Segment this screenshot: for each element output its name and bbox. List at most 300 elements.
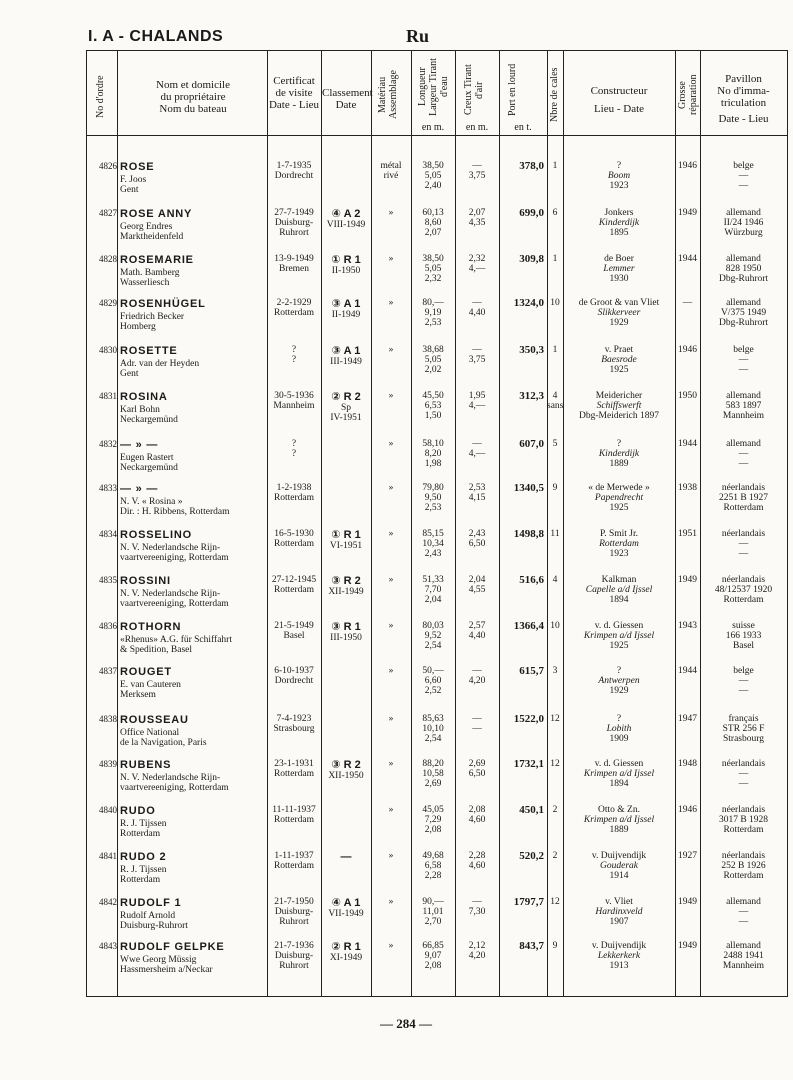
rows.8.pav-line: — [738, 539, 749, 549]
rows.13.pav-line: néerlandais [721, 759, 766, 769]
rows.2.dim-line: 5,05 [424, 264, 442, 274]
constructeur-line: Capelle a/d Ijssel [585, 585, 653, 595]
creux-cell [455, 714, 499, 734]
materiau-cell [371, 714, 411, 724]
rows.10.owner-line: «Rhenus» A.G. für Schiffahrt [120, 635, 232, 645]
pavillon-cell [700, 208, 787, 238]
constructeur-line: v. Praet [604, 345, 634, 355]
classement-cell [321, 298, 371, 320]
rows.17.pav-line: Mannheim [722, 961, 765, 971]
constructeur-line: ? [616, 666, 622, 676]
col-certificat: Certificat de visite Date - Lieu [268, 75, 320, 111]
rows.16.owner-line: Rudolf Arnold [120, 911, 176, 921]
rows.16.creux-line: 7,30 [468, 907, 486, 917]
vessel-name: ROUGET [120, 666, 172, 678]
section-title: I. A - CHALANDS [88, 28, 224, 45]
certificat-cell [267, 345, 321, 365]
rows.13.cert-line: 23-1-1931 [274, 759, 314, 769]
rows.8.creux-line: 6,50 [468, 539, 486, 549]
constructeur-cell [563, 439, 675, 469]
certificat-cell [267, 439, 321, 459]
materiau-cell [371, 345, 411, 355]
vessel-owner-cell [120, 666, 270, 700]
materiau-cell [371, 483, 411, 493]
creux-cell [455, 483, 499, 503]
rows.0.owner-line: Gent [120, 185, 139, 195]
rows.9.pav-line: 48/12537 1920 [714, 585, 773, 595]
rows.14.mat-line: » [388, 805, 394, 815]
rows.7.dim-line: 79,80 [422, 483, 444, 493]
rows.7.dim-line: 2,53 [424, 503, 442, 513]
cales-cell: 1 [552, 345, 558, 355]
rows.7.pav-line: 2251 B 1927 [718, 493, 769, 503]
classement-line: ② R 1 [331, 941, 361, 953]
classement-line: ④ A 2 [331, 208, 361, 220]
rows.15.pav-line: Rotterdam [723, 871, 764, 881]
rows.9.dim-line: 2,04 [424, 595, 442, 605]
col-port: Port en lourd [507, 63, 518, 117]
constructeur-cell [563, 941, 675, 971]
grosse-reparation-cell: 1927 [678, 851, 697, 861]
rows.1.dim-line: 2,07 [424, 228, 442, 238]
rows.2.cert-line: Bremen [278, 264, 310, 274]
rows.9.pav-line: néerlandais [721, 575, 766, 585]
certificat-cell [267, 666, 321, 686]
port-cell: 1366,4 [513, 620, 544, 632]
vessel-owner-cell [120, 941, 270, 975]
constructeur-line: 1923 [609, 549, 629, 559]
vessel-name: ROUSSEAU [120, 714, 189, 726]
rows.0.dim-line: 38,50 [422, 161, 444, 171]
page-number: — 284 — [380, 1016, 432, 1031]
ordre-number: 4832 [99, 439, 117, 449]
rows.1.pav-line: allemand [726, 208, 761, 218]
classement-cell [321, 621, 371, 643]
rows.6.dim-line: 1,98 [424, 459, 442, 469]
port-cell: 843,7 [519, 940, 544, 952]
constructeur-line: 1894 [609, 595, 629, 605]
ordre-number: 4833 [99, 483, 117, 493]
cales-cell: 9 [552, 941, 558, 951]
port-cell: 516,6 [519, 574, 544, 586]
rows.10.cert-line: 21-5-1949 [274, 621, 314, 631]
dimensions-cell [411, 805, 455, 835]
rows.13.pav-line: — [738, 779, 749, 789]
grosse-reparation-cell: 1950 [678, 391, 697, 401]
vessel-owner-cell [120, 161, 270, 195]
rows.1.pav-line: Würzburg [724, 228, 763, 238]
constructeur-cell [563, 161, 675, 191]
certificat-cell [267, 529, 321, 549]
rows.8.dim-line: 10,34 [422, 539, 444, 549]
pavillon-cell [700, 391, 787, 421]
cales-cell: 12 [550, 759, 560, 769]
rows.14.pav-line: 3017 B 1928 [718, 815, 769, 825]
cales-cell: 4 [552, 575, 558, 585]
rows.10.dim-line: 9,52 [424, 631, 442, 641]
materiau-cell [371, 439, 411, 449]
certificat-cell [267, 941, 321, 971]
constructeur-line: Kinderdijk [598, 449, 640, 459]
rows.16.creux-line: — [472, 897, 482, 907]
rows.6.pav-line: allemand [726, 439, 761, 449]
rows.1.creux-line: 2,07 [468, 208, 486, 218]
rows.7.owner-line: Dir. : H. Ribbens, Rotterdam [120, 507, 230, 517]
rows.13.owner-line: vaartvereeniging, Rotterdam [120, 783, 229, 793]
rows.5.creux-line: 1,95 [468, 391, 486, 401]
vessel-name: ROSINA [120, 391, 168, 403]
rows.17.cert-line: Ruhrort [279, 961, 309, 971]
constructeur-line: Krimpen a/d Ijssel [583, 631, 655, 641]
classement-cell [321, 941, 371, 963]
certificat-cell [267, 483, 321, 503]
classement-cell [321, 529, 371, 551]
rows.4.cert-line: ? [291, 355, 297, 365]
rows.5.owner-line: Neckargemünd [120, 415, 178, 425]
dimensions-cell [411, 298, 455, 328]
rows.2.creux-line: 2,32 [468, 254, 486, 264]
creux-cell [455, 391, 499, 411]
rows.0.cert-line: Dordrecht [274, 171, 314, 181]
rows.14.owner-line: R. J. Tijssen [120, 819, 167, 829]
vessel-owner-cell [120, 208, 270, 242]
cales-cell: 12 [550, 897, 560, 907]
grosse-reparation-cell: 1946 [678, 805, 697, 815]
grosse-reparation-cell: — [682, 298, 693, 308]
dimensions-cell [411, 161, 455, 191]
cales-cell: 10 [550, 621, 560, 631]
unit-dimensions: en m. [421, 122, 445, 133]
rows.16.pav-line: — [738, 907, 749, 917]
vessel-name: ROSSINI [120, 575, 171, 587]
col-no-ordre: No d'ordre [95, 75, 106, 119]
rows.9.cert-line: Rotterdam [273, 585, 315, 595]
rows.12.owner-line: de la Navigation, Paris [120, 738, 207, 748]
rows.3.mat-line: » [388, 298, 394, 308]
rows.9.owner-line: N. V. Nederlandsche Rijn- [120, 589, 221, 599]
dimensions-cell [411, 575, 455, 605]
rows.4.pav-line: belge [733, 345, 754, 355]
rows.7.creux-line: 4,15 [468, 493, 486, 503]
cales-cell: 11 [550, 529, 560, 539]
rows.1.owner-line: Georg Endres [120, 222, 173, 232]
col-cales: Nbre de cales [549, 67, 560, 123]
constructeur-line: Baesrode [601, 355, 637, 365]
vessel-owner-cell [120, 897, 270, 931]
rows.1.cert-line: Duisburg- [274, 218, 314, 228]
rows.9.dim-line: 7,70 [424, 585, 442, 595]
rows.2.owner-line: Wasserliesch [120, 278, 170, 288]
rows.9.cert-line: 27-12-1945 [271, 575, 317, 585]
port-cell: 615,7 [519, 665, 544, 677]
rows.6.pav-line: — [738, 449, 749, 459]
cales-cell: 2 [552, 805, 558, 815]
rows.11.creux-line: — [472, 666, 482, 676]
creux-cell [455, 851, 499, 871]
certificat-cell [267, 759, 321, 779]
vessel-owner-cell [120, 345, 270, 379]
vessel-owner-cell [120, 439, 270, 473]
rows.4.dim-line: 5,05 [424, 355, 442, 365]
vessel-owner-cell [120, 298, 270, 332]
rows.13.owner-line: N. V. Nederlandsche Rijn- [120, 773, 221, 783]
grosse-reparation-cell: 1951 [678, 529, 697, 539]
materiau-cell [371, 161, 411, 181]
rows.6.pav-line: — [738, 459, 749, 469]
ordre-number: 4827 [99, 208, 117, 218]
constructeur-line: v. Vliet [605, 897, 633, 907]
constructeur-line: 1923 [609, 181, 629, 191]
pavillon-cell [700, 621, 787, 651]
col-pavillon: Pavillon No d'imma- triculation Date - Lieu [717, 73, 770, 125]
vessel-owner-cell [120, 759, 270, 793]
rows.15.creux-line: 4,60 [468, 861, 486, 871]
constructeur-cell [563, 529, 675, 559]
classement-line: XII-1950 [328, 771, 364, 781]
classement-line: VII-1949 [328, 909, 364, 919]
rows.16.dim-line: 2,70 [424, 917, 442, 927]
materiau-cell [371, 897, 411, 907]
rows.13.dim-line: 2,69 [424, 779, 442, 789]
rows.12.mat-line: » [388, 714, 394, 724]
creux-cell [455, 298, 499, 318]
materiau-cell [371, 391, 411, 401]
classement-line: XII-1949 [328, 587, 364, 597]
ordre-number: 4834 [99, 529, 117, 539]
rows.14.cert-line: 11-11-1937 [272, 805, 316, 815]
rows.2.dim-line: 38,50 [422, 254, 444, 264]
dimensions-cell [411, 439, 455, 469]
constructeur-cell [563, 805, 675, 835]
grosse-reparation-cell: 1949 [678, 941, 697, 951]
rows.6.owner-line: Eugen Rastert [120, 453, 174, 463]
certificat-cell [267, 391, 321, 411]
constructeur-line: Hardinxveld [595, 907, 643, 917]
ordre-number: 4841 [99, 851, 117, 861]
rows.3.creux-line: 4,40 [468, 308, 486, 318]
rows.5.pav-line: Mannheim [722, 411, 765, 421]
rows.3.owner-line: Friedrich Becker [120, 312, 185, 322]
rows.12.dim-line: 10,10 [422, 724, 444, 734]
rows.14.dim-line: 45,05 [422, 805, 444, 815]
constructeur-line: 1894 [609, 779, 629, 789]
port-cell: 1522,0 [513, 713, 544, 725]
constructeur-line: 1925 [609, 503, 629, 513]
constructeur-line: Antwerpen [598, 676, 640, 686]
rows.10.mat-line: » [388, 621, 394, 631]
rows.7.dim-line: 9,50 [424, 493, 442, 503]
port-cell: 450,1 [519, 804, 544, 816]
col-nom: Nom et domicile du propriétaire Nom du bateau [156, 79, 230, 115]
constructeur-line: v. Duijvendijk [591, 941, 647, 951]
classement-line: — [340, 851, 352, 863]
constructeur-line: 1907 [609, 917, 629, 927]
creux-cell [455, 897, 499, 917]
creux-cell [455, 439, 499, 459]
constructeur-line: Kalkman [601, 575, 637, 585]
classement-cell [321, 254, 371, 276]
pavillon-cell [700, 897, 787, 927]
cales-cell: 5 [552, 439, 558, 449]
classement-line: ③ R 2 [331, 575, 361, 587]
rows.1.mat-line: » [388, 208, 394, 218]
rows.12.cert-line: 7-4-1923 [276, 714, 312, 724]
rows.15.pav-line: néerlandais [721, 851, 766, 861]
rows.0.cert-line: 1-7-1935 [276, 161, 312, 171]
pavillon-cell [700, 529, 787, 559]
pavillon-cell [700, 851, 787, 881]
rows.16.cert-line: Ruhrort [279, 917, 309, 927]
classement-cell [321, 391, 371, 423]
materiau-cell [371, 529, 411, 539]
port-cell: 378,0 [519, 160, 544, 172]
rows.1.dim-line: 8,60 [424, 218, 442, 228]
rows.6.dim-line: 8,20 [424, 449, 442, 459]
rows.12.cert-line: Strasbourg [273, 724, 315, 734]
rows.14.owner-line: Rotterdam [120, 829, 161, 839]
pavillon-cell [700, 941, 787, 971]
constructeur-line: Boom [607, 171, 631, 181]
classement-line: ③ A 1 [331, 345, 361, 357]
creux-cell [455, 941, 499, 961]
rows.8.pav-line: néerlandais [721, 529, 766, 539]
constructeur-line: Jonkers [604, 208, 634, 218]
rows.16.cert-line: 21-7-1950 [274, 897, 314, 907]
constructeur-line: 1909 [609, 734, 629, 744]
rows.8.dim-line: 2,43 [424, 549, 442, 559]
vessel-name: — » — [120, 439, 159, 451]
rows.6.creux-line: — [472, 439, 482, 449]
classement-line: ① R 1 [331, 254, 361, 266]
dimensions-cell [411, 714, 455, 744]
creux-cell [455, 621, 499, 641]
constructeur-line: v. d. Giessen [594, 621, 644, 631]
rows.3.owner-line: Homberg [120, 322, 156, 332]
port-cell: 309,8 [519, 253, 544, 265]
rows.12.owner-line: Office National [120, 728, 180, 738]
creux-cell [455, 345, 499, 365]
cales-cell: 12 [550, 714, 560, 724]
rows.17.owner-line: Hassmersheim a/Neckar [120, 965, 213, 975]
rows.7.pav-line: Rotterdam [723, 503, 764, 513]
register-table [86, 50, 788, 997]
rows.8.cert-line: 16-5-1930 [274, 529, 314, 539]
rows.4.dim-line: 38,68 [422, 345, 444, 355]
rows.5.dim-line: 45,50 [422, 391, 444, 401]
unit-creux: en m. [465, 122, 489, 133]
constructeur-line: Kinderdijk [598, 218, 640, 228]
ordre-number: 4839 [99, 759, 117, 769]
rows.15.creux-line: 2,28 [468, 851, 486, 861]
rows.10.pav-line: suisse [732, 621, 755, 631]
vessel-name: RUBENS [120, 759, 172, 771]
constructeur-cell [563, 851, 675, 881]
rows.10.dim-line: 80,03 [422, 621, 444, 631]
port-cell: 1797,7 [513, 896, 544, 908]
grosse-reparation-cell: 1947 [678, 714, 697, 724]
index-letter: Ru [406, 26, 430, 46]
certificat-cell [267, 161, 321, 181]
constructeur-line: « de Merwede » [588, 483, 650, 493]
creux-cell [455, 575, 499, 595]
classement-cell [321, 208, 371, 230]
classement-cell [321, 759, 371, 781]
pavillon-cell [700, 439, 787, 469]
dimensions-cell [411, 345, 455, 375]
classement-line: ③ R 2 [331, 759, 361, 771]
rows.16.dim-line: 11,01 [422, 907, 444, 917]
rows.6.cert-line: ? [291, 449, 297, 459]
rows.17.creux-line: 4,20 [468, 951, 486, 961]
rows.1.cert-line: 27-7-1949 [274, 208, 314, 218]
creux-cell [455, 666, 499, 686]
rows.6.mat-line: » [388, 439, 394, 449]
rows.17.mat-line: » [388, 941, 394, 951]
rows.14.creux-line: 2,08 [468, 805, 486, 815]
creux-cell [455, 208, 499, 228]
constructeur-line: 1929 [609, 318, 629, 328]
pavillon-cell [700, 759, 787, 789]
rows.3.cert-line: 2-2-1929 [276, 298, 312, 308]
rows.0.creux-line: 3,75 [468, 171, 486, 181]
grosse-reparation-cell: 1944 [678, 666, 697, 676]
ordre-number: 4840 [99, 805, 117, 815]
rows.8.owner-line: N. V. Nederlandsche Rijn- [120, 543, 221, 553]
cales-cell: 1 [552, 161, 558, 171]
vessel-owner-cell [120, 575, 270, 609]
rows.12.creux-line: — [472, 714, 482, 724]
rows.7.cert-line: 1-2-1938 [276, 483, 312, 493]
vessel-name: ROSENHÜGEL [120, 298, 206, 310]
rows.16.mat-line: » [388, 897, 394, 907]
rows.3.pav-line: allemand [726, 298, 761, 308]
rows.10.creux-line: 2,57 [468, 621, 486, 631]
classement-cell [321, 345, 371, 367]
certificat-cell [267, 714, 321, 734]
constructeur-line: Schiffswerft [596, 401, 642, 411]
ordre-number: 4830 [99, 345, 117, 355]
constructeur-line: Dbg-Meiderich 1897 [579, 411, 659, 421]
rows.4.mat-line: » [388, 345, 394, 355]
rows.0.mat-line: rivé [383, 171, 399, 181]
rows.2.cert-line: 13-9-1949 [274, 254, 314, 264]
constructeur-line: Gouderak [600, 861, 638, 871]
classement-line: ② R 2 [331, 391, 361, 403]
rows.1.owner-line: Marktheidenfeld [120, 232, 184, 242]
rows.2.mat-line: » [388, 254, 394, 264]
rows.5.pav-line: 583 1897 [725, 401, 762, 411]
grosse-reparation-cell: 1948 [678, 759, 697, 769]
ordre-number: 4828 [99, 254, 117, 264]
dimensions-cell [411, 254, 455, 284]
rows.7.creux-line: 2,53 [468, 483, 486, 493]
rows.7.owner-line: N. V. « Rosina » [120, 497, 183, 507]
creux-cell [455, 759, 499, 779]
col-classement: Classement Date [322, 87, 373, 111]
rows.2.pav-line: 828 1950 [725, 264, 762, 274]
classement-line: III-1949 [330, 357, 362, 367]
constructeur-line: Meidericher [595, 391, 643, 401]
rows.0.pav-line: — [738, 181, 749, 191]
port-cell: 312,3 [519, 390, 544, 402]
port-cell: 1324,0 [513, 297, 544, 309]
rows.11.pav-line: — [738, 686, 749, 696]
constructeur-line: Slikkerveer [597, 308, 641, 318]
dimensions-cell [411, 529, 455, 559]
rows.10.pav-line: Basel [732, 641, 755, 651]
classement-cell [321, 897, 371, 919]
constructeur-cell [563, 208, 675, 238]
